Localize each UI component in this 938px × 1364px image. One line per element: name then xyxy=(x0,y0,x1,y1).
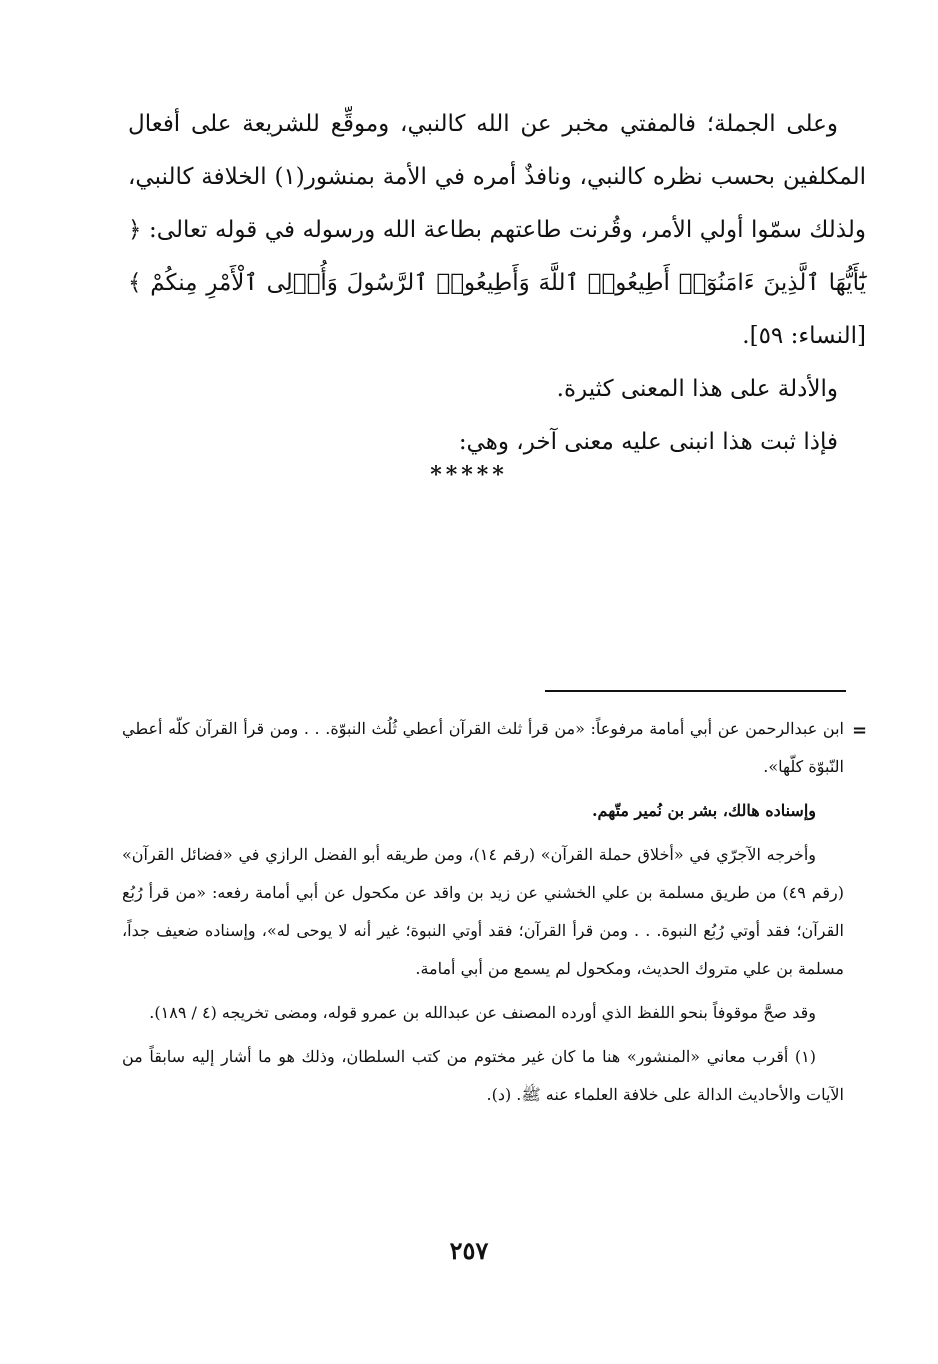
footnote-paragraph-3: وأخرجه الآجرّي في «أخلاق حملة القرآن» (رقم ١٤)، ومن طريقه أبو الفضل الرازي في «فضائل القرآن» (رقم ٤٩) من طريق مسلمة بن علي الخشني عن زيد بن واقد عن مكحول عن أبي أمامة رفعه: «من قرأ رُبُع القرآن؛ فقد أوتي رُبُع النبوة. . . ومن قرأ القرآن؛ فقد أوتي النبوة؛ غير أنه لا يوحى له»، وإسناده ضعيف جداً، مسلمة بن علي متروك الحديث، ومكحول لم يسمع من أبي أمامة. xyxy=(122,845,844,978)
main-paragraph-3: فإذا ثبت هذا انبنى عليه معنى آخر، وهي: xyxy=(458,429,838,455)
section-separator: ***** xyxy=(430,462,508,488)
footnote-paragraph-1: ابن عبدالرحمن عن أبي أمامة مرفوعاً: «من قرأ ثلث القرآن أعطي ثُلُث النبوّة. . . ومن قرأ القرآن كلّه أعطي النّبوّة كلّها». xyxy=(122,719,845,776)
footnote-continuation-mark: = xyxy=(852,720,868,741)
footnote-paragraph-4: وقد صحَّ موقوفاً بنحو اللفظ الذي أورده المصنف عن عبدالله بن عمرو قوله، ومضى تخريجه (٤ / ١٨٩). xyxy=(149,1003,816,1022)
main-text-block xyxy=(128,98,866,469)
footnote-1: (١) أقرب معاني «المنشور» هنا ما كان غير مختوم من كتب السلطان، وذلك هو ما أشار إليه سابقاً من الآيات والأحاديث الدالة على خلافة العلماء عنه ﷺ. (د). xyxy=(122,1047,844,1104)
footnote-divider xyxy=(545,690,846,692)
main-paragraph-2: والأدلة على هذا المعنى كثيرة. xyxy=(556,376,838,402)
main-paragraph-1: وعلى الجملة؛ فالمفتي مخبر عن الله كالنبي، وموقِّع للشريعة على أفعال المكلفين بحسب نظره كالنبي، ونافذٌ أمره في الأمة بمنشور(١) الخلافة كالنبي، ولذلك سمّوا أولي الأمر، وقُرنت طاعتهم بطاعة الله ورسوله في قوله تعالى: ﴿ يَٰٓأَيُّهَا ٱلَّذِينَ ءَامَنُوٓا۟ أَطِيعُوا۟ ٱللَّهَ وَأَطِيعُوا۟ ٱلرَّسُولَ وَأُو۟لِى ٱلْأَمْرِ مِنكُمْ ﴾ [النساء: ٥٩]. xyxy=(128,111,866,349)
page-number: ٢٥٧ xyxy=(449,1236,489,1265)
footnotes-block xyxy=(122,710,844,1120)
footnote-paragraph-2: وإسناده هالك، بشر بن نُمير متّهم. xyxy=(591,801,816,820)
